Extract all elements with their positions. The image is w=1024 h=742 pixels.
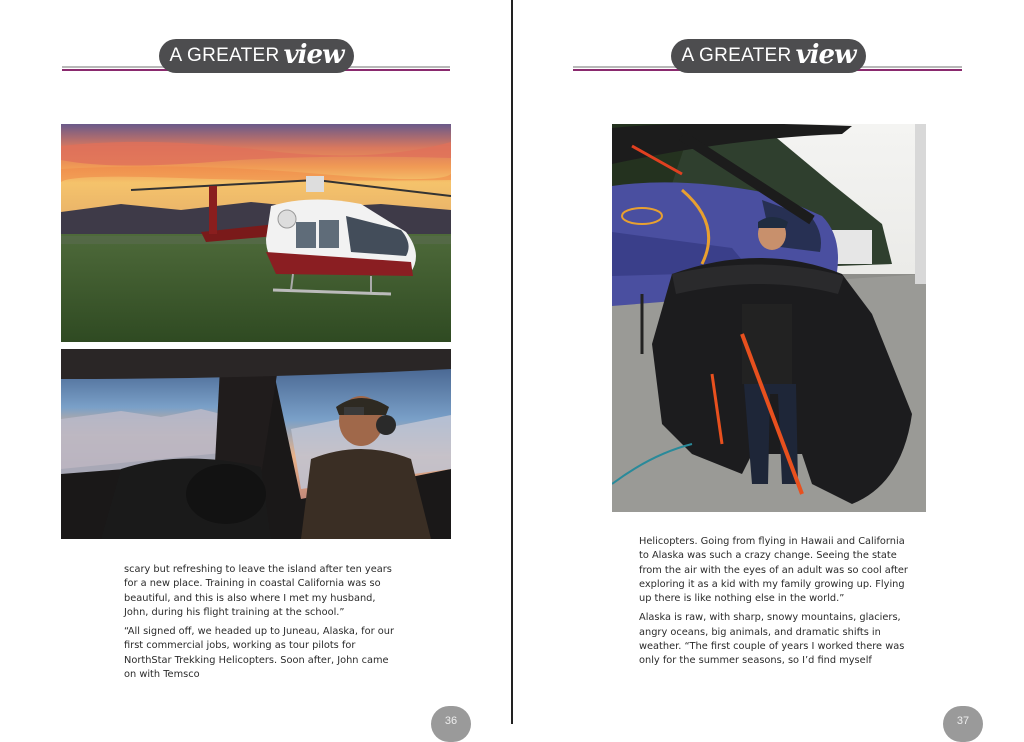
article-text-left	[124, 563, 394, 687]
paragraph: Helicopters. Going from flying in Hawaii and California to Alaska was such a crazy change. Seeing the state from the air with the eyes of an adult was so cool after exploring it as a kid with my family growing up. Flying up there is like nothing else in the world.”	[639, 536, 908, 605]
section-header-prefix: A GREATER	[681, 45, 792, 66]
paragraph: “All signed off, we headed up to Juneau, Alaska, for our first commercial jobs, working as tour pilots for NorthStar Trekking Helicopters. Soon after, John came on with Temsco	[124, 626, 394, 681]
section-header-prefix: A GREATER	[169, 45, 280, 66]
right-page	[513, 0, 1024, 727]
section-header-pill	[159, 39, 354, 73]
paragraph: Alaska is raw, with sharp, snowy mountains, glaciers, angry oceans, big animals, and dramatic shifts in weather. “The first couple of years I worked there was only for the summer seasons, so I’d find myself	[639, 612, 905, 667]
page-number: 36	[431, 706, 471, 742]
section-header-accent: view	[283, 40, 344, 70]
section-header-pill	[671, 39, 866, 73]
paragraph: scary but refreshing to leave the island after ten years for a new place. Training in coastal California was so beautiful, and this is also where I met my husband, John, during his flight training at the school.”	[124, 564, 392, 618]
article-text-right	[639, 535, 909, 674]
page-number: 37	[943, 706, 983, 742]
pilot-with-cover-photo	[612, 124, 926, 512]
helicopter-sunset-photo	[61, 124, 451, 342]
section-header-accent: view	[795, 40, 856, 70]
left-page	[0, 0, 511, 727]
pilot-cockpit-photo	[61, 349, 451, 539]
